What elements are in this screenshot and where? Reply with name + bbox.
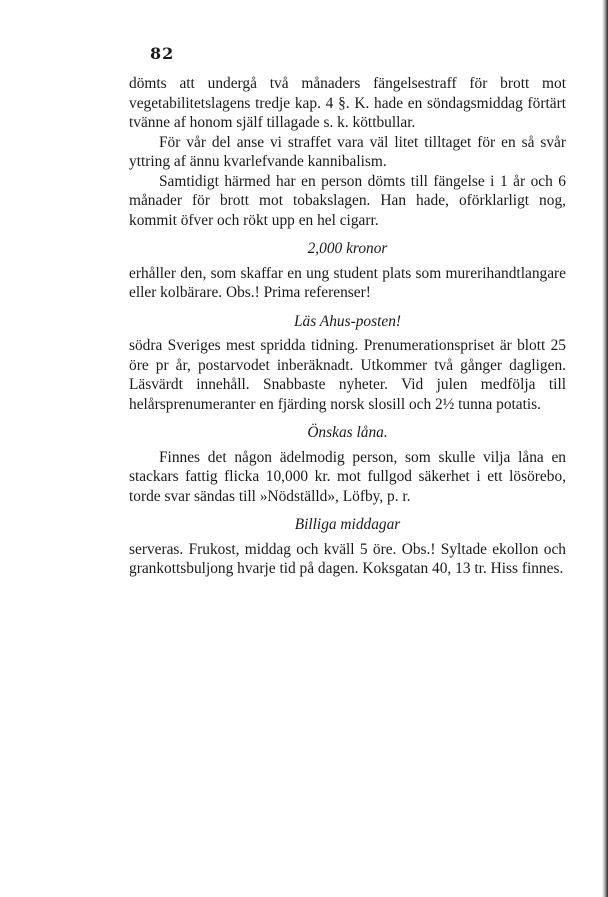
- ad-body-kronor: erhåller den, som skaffar en ung student plats som murerihandtlangare eller kolbärare. Obs.! Prima referenser!: [129, 264, 566, 301]
- page-edge-shadow: [602, 0, 608, 897]
- page-body: [129, 74, 566, 579]
- ad-body-billiga-middagar: serveras. Frukost, middag och kväll 5 öre. Obs.! Syltade ekollon och grankottsbuljong hvarje tid på dagen. Koksgatan 40, 13 tr. Hiss finnes.: [129, 540, 566, 577]
- ad-heading-ahus-posten: Läs Ahus-posten!: [293, 312, 402, 330]
- paragraph-verdict: dömts att undergå två månaders fängelsestraff för brott mot vegetabilitetslagens tredje kap. 4 §. K. hade en söndagsmiddag förtärt tvänne af honom själf tillagade s. k. köttbullar.: [129, 75, 566, 131]
- paragraph-opinion: För vår del anse vi straffet vara väl litet tilltaget för en så svår yttring af ännu kvarlefvande kannibalism.: [129, 133, 566, 170]
- ad-heading-kronor: 2,000 kronor: [307, 240, 388, 257]
- ad-heading-billiga-middagar: Billiga middagar: [294, 516, 401, 533]
- page-number: 82: [150, 44, 175, 63]
- paragraph-tobacco: Samtidigt härmed har en person dömts till fängelse i 1 år och 6 månader för brott mot tobakslagen. Han hade, oförklarligt nog, kommit öfver och rökt upp en hel cigarr.: [129, 172, 566, 229]
- ad-body-ahus-posten: södra Sveriges mest spridda tidning. Prenumerationspriset är blott 25 öre pr år, postarvodet inberäknadt. Utkommer två gånger dagligen. Läsvärdt innehåll. Snabbaste nyheter. Vid julen medfölja till helårsprenumeranter en fjärding norsk slosill och 2½ tunna potatis.: [129, 337, 566, 413]
- ad-heading-onskas-lana: Önskas låna.: [307, 424, 388, 441]
- ad-body-onskas-lana: Finnes det någon ädelmodig person, som skulle vilja låna en stackars fattig flicka 10,000 kr. mot fullgod säkerhet i ett lösörebo, torde svar sändas till »Nödställd», Löfby, p. r.: [129, 448, 566, 505]
